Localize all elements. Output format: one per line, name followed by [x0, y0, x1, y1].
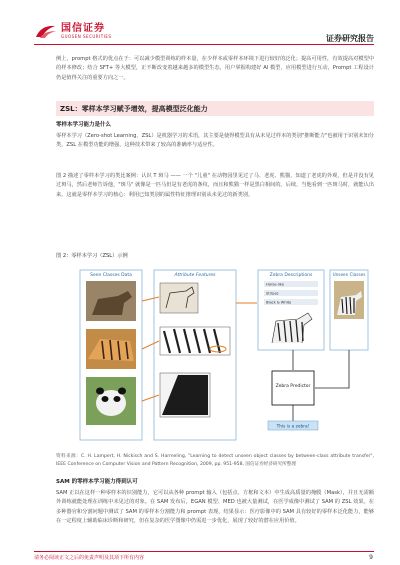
zebra-descriptions-panel [236, 270, 324, 350]
zsl-intro-paragraph: 零样本学习（Zero-shot Learning，ZSL）是机器学习的术语，其主要是使得模型具有从未见过样本的类别"推断能力"也被用于识别未知分类。ZSL 在模型功能的增强，这种技术带来了较高的准确率与适应性。 [56, 133, 374, 149]
zsl-figure [58, 263, 372, 450]
sam-block [56, 478, 374, 526]
source-block [56, 453, 374, 468]
disclaimer-note: 请务必阅读正文之后的免责声明及其项下所有内容 [34, 555, 145, 561]
attribute-panel [142, 270, 236, 440]
brand-logo [35, 23, 111, 39]
sam-paragraph: SAM 正以在这样一种零样本的识别能力，它可以从各种 prompt 输入（包括点、方框和文本）中生成高质量的掩膜（Mask），并且无需额外训练就能处理在训练中未见过的对象。在 SAM 发布后，EGAN 模型、MED 也被大量测试，在医学成像中测试了 SAM 的 ZSL 效果。在多种器官和分割问题中测试了 SAM 的零样本分割能力和 prompt 表现，结果显示：医疗影像中的 SAM 具有较好的零样本泛化能力，能够在一定程度上辅助临床诊断和研究，但在复杂的医学图像中仍需进一步优化，展现了较好的潜在应用价值。 [56, 490, 374, 524]
result-label: This is a zebra! [276, 424, 310, 430]
report-type-label: 证券研究报告 [326, 34, 374, 43]
zebra-panel-title: Zebra Descriptions [269, 273, 313, 278]
attr-label-bw: Black & White [266, 300, 292, 305]
unseen-panel-title: Unseen Classes [332, 272, 366, 277]
footer-divider [34, 551, 374, 552]
sam-subhead: SAM 的零样本学习能力得到认可 [56, 479, 138, 485]
attr-panel-title: Attribute Features [174, 273, 216, 278]
zsl-detail-paragraph: 图 2 描述了零样本学习的类比案例：认识 T 斑马 —— 一个 "儿童" 在动物园里见过了马、老虎、熊猫，知道了老虎的外观，但是并没有见过斑马，然后老师告诉他，"斑马" 就像是一匹马但是有老虎的条纹，而且和熊猫一样是黑白相间的。后续，当他看到一匹斑马时，就能认出来。这就是零样本学习的核心：利用已知类别的属性特征推理识别从未见过的新类别。 [56, 173, 374, 198]
header-divider [34, 44, 374, 45]
seen-classes-panel [80, 270, 142, 440]
attr-label-stripes: Stripes [266, 291, 279, 296]
zsl-detail-block [56, 172, 374, 200]
page-number: 9 [369, 554, 373, 561]
seen-panel-title: Seen Classes Data [90, 273, 132, 278]
figure-caption-block [56, 252, 374, 260]
predictor-label: Zebra Predictor [275, 384, 311, 389]
figure-caption: 图 2：零样本学习（ZSL）示例 [56, 253, 128, 259]
intro-block [56, 55, 374, 83]
zebra-predictor [268, 350, 349, 430]
section-heading-bar [56, 101, 374, 116]
intro-paragraph: 例上，prompt 格式的优点在于：可以减少模型训练的样本量，在少样本或零样本环境下进行较好的泛化；提高可用性，有效提高对模型中的样本修改；结合 SFT+ 等大模型，正不断改变着越来越多的模型生态，用户掌握构建好 AI 模型，应用模型进行互动，Prompt 工程设计仍是值得关注的重要方向之一。 [56, 56, 374, 81]
zsl-intro-block [56, 121, 374, 151]
attr-label-horse: Horse-like [266, 282, 284, 287]
logo-name-en: GUOSEN SECURITIES [61, 34, 112, 39]
section-title: ZSL：零样本学习赋予增效，提高模型泛化能力 [60, 105, 208, 113]
zsl-diagram [58, 263, 372, 450]
logo-name-cn: 国信证券 [61, 23, 105, 34]
zsl-subhead: 零样本学习能力是什么 [56, 122, 112, 128]
page-header [0, 0, 400, 50]
figure-source: 资料来源：C. H. Lampert, H. Nickisch and S. Harmeling, "Learning to detect unseen object classes by between-class attribute transfer", IEEE Conference on Computer Vision and Pattern Recognition, 2009, pp. 951-958, 国信证券经济研究所整理 [56, 454, 374, 467]
unseen-classes-panel [330, 270, 368, 350]
guosen-logo-icon [35, 23, 57, 39]
